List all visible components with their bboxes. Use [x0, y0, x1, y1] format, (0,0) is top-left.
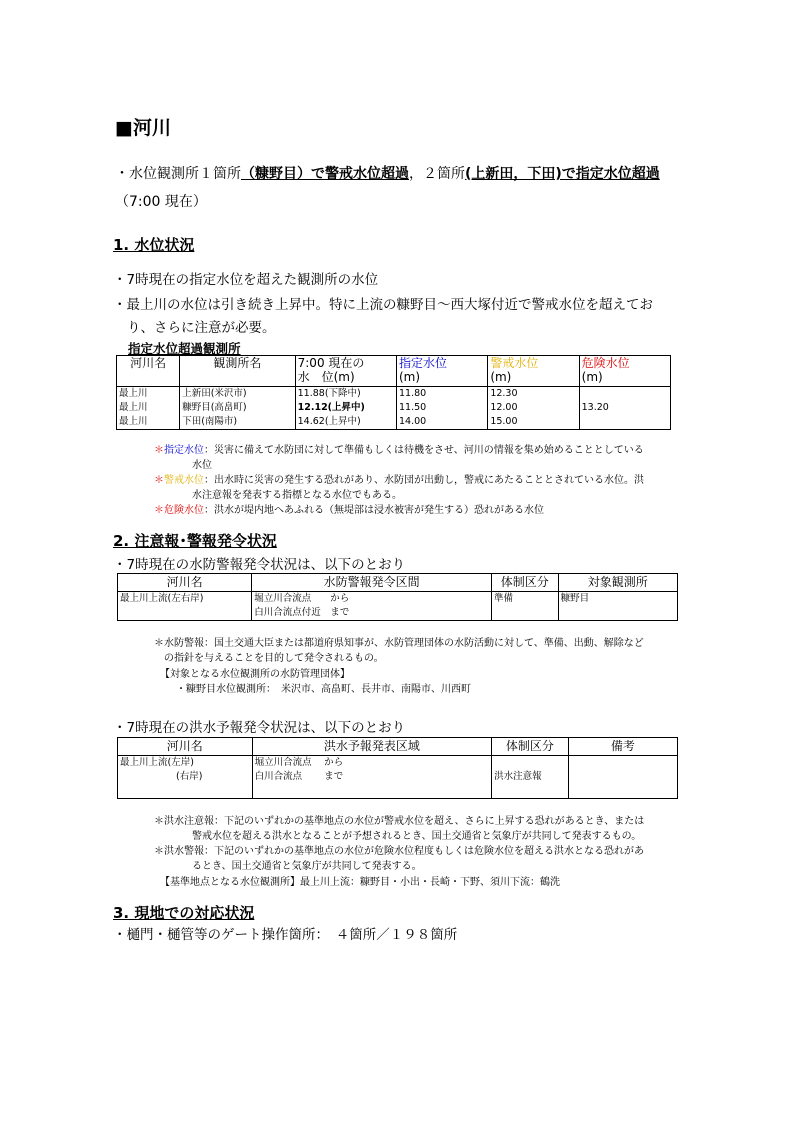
summary-warning-highlight: （糠野目）で警戒水位超過: [241, 166, 409, 182]
note-flood-advisory-cont: 警戒水位を超える洪水となることが予想されるとき、国土交通省と気象庁が共同して発表するもの。: [192, 831, 642, 842]
table-row: 最上川 上新田(米沢市) 11.88(下降中) 11.80 12.30: [117, 387, 671, 402]
summary-designated-highlight: (上新田，下田)で指定水位超過: [465, 166, 660, 182]
section3-heading: 3. 現地での対応状況: [113, 904, 255, 922]
summary-time: （7:00 現在）: [115, 194, 207, 210]
note-flood-warning-cont: の指針を与えることを目的して発令されるもの。: [164, 653, 384, 664]
note-designated-cont: 水位: [192, 460, 212, 471]
section1-bullet2-line1: ・最上川の水位は引き続き上昇中。特に上流の糠野目～西大塚付近で警戒水位を超えてお: [113, 297, 653, 313]
note-flood-advisory: ＊洪水注意報：下記のいずれかの基準地点の水位が警戒水位を超え、さらに上昇する恐れがあるとき、または: [154, 816, 645, 827]
flood-warning-table: [117, 573, 678, 621]
table-row: 最上川 下田(南陽市) 14.62(上昇中) 14.00 15.00: [117, 415, 671, 430]
note-target-list: ・糠野目水位観測所： 米沢市、高畠町、長井市、南陽市、川西町: [176, 684, 471, 695]
note-flood-warning: ＊水防警報：国土交通大臣または都道府県知事が、水防管理団体の水防活動に対して、準備、出動、解除など: [154, 638, 644, 649]
section2-heading: 2. 注意報･警報発令状況: [113, 532, 277, 550]
table-caption: 指定水位超過観測所: [128, 341, 241, 356]
note-flood-alert-cont: るとき、国土交通省と気象庁が共同して発表する。: [192, 861, 422, 872]
header-river: 河川名: [117, 356, 180, 387]
section1-heading: 1. 水位状況: [113, 236, 195, 254]
header-level: 7:00 現在の 水 位(m): [295, 356, 396, 387]
note-reference-stations: 【基準地点となる水位観測所】最上川上流：糠野目・小出・長崎・下野、須川下流：鶴洗: [160, 877, 560, 888]
summary-text-2: ，２箇所: [409, 166, 465, 182]
table-header-row: 河川名 洪水予報発表区域 体制区分 備考: [118, 738, 678, 756]
page-title: ■河川: [115, 117, 171, 139]
station-level-table: [116, 355, 671, 430]
summary-text-1: ・水位観測所１箇所: [115, 166, 241, 182]
table-header-row: [117, 356, 671, 387]
note-warning: ＊警戒水位：出水時に災害の発生する恐れがあり、水防団が出動し，警戒にあたることとされている水位。洪: [154, 475, 644, 486]
section2-bullet1: ・7時現在の水防警報発令状況は、以下のとおり: [113, 557, 406, 573]
note-danger: ＊危険水位：洪水が堤内地へあふれる（無堤部は浸水被害が発生する）恐れがある水位: [154, 505, 544, 516]
section2-bullet2: ・7時現在の洪水予報発令状況は、以下のとおり: [113, 720, 406, 736]
section1-bullet2-line2: り、さらに注意が必要。: [127, 320, 276, 336]
note-warning-cont: 水注意報を発表する指標となる水位でもある。: [192, 490, 402, 501]
note-target-heading: 【対象となる水位観測所の水防管理団体】: [160, 669, 350, 680]
header-warning: 警戒水位 (m): [488, 356, 579, 387]
note-designated: ＊指定水位：災害に備えて水防団に対して準備もしくは待機をさせ、河川の情報を集め始めることとしている: [154, 445, 644, 456]
section3-bullet1: ・樋門・樋管等のゲート操作箇所： ４箇所／１９８箇所: [113, 927, 458, 943]
table-row: 最上川 糠野目(高畠町) 12.12(上昇中) 11.50 12.00 13.20: [117, 401, 671, 415]
header-danger: 危険水位 (m): [579, 356, 670, 387]
header-designated: 指定水位 (m): [396, 356, 487, 387]
section1-bullet1: ・7時現在の指定水位を超えた観測所の水位: [113, 272, 379, 288]
header-station: 観測所名: [180, 356, 295, 387]
note-flood-alert: ＊洪水警報：下記のいずれかの基準地点の水位が危険水位程度もしくは危険水位を超える洪水となる恐れがあ: [154, 846, 644, 857]
table-header-row: 河川名 水防警報発令区間 体制区分 対象観測所: [118, 574, 678, 592]
summary-paragraph: [115, 160, 685, 216]
table-row: 最上川上流(左右岸) 堀立川合流点 から 白川合流点付近 まで 準備 糠野目: [118, 592, 678, 621]
flood-forecast-table: [117, 737, 678, 799]
table-row: 最上川上流(左岸) (右岸) 堀立川合流点 から 白川合流点 まで 洪水注意報: [118, 756, 678, 799]
